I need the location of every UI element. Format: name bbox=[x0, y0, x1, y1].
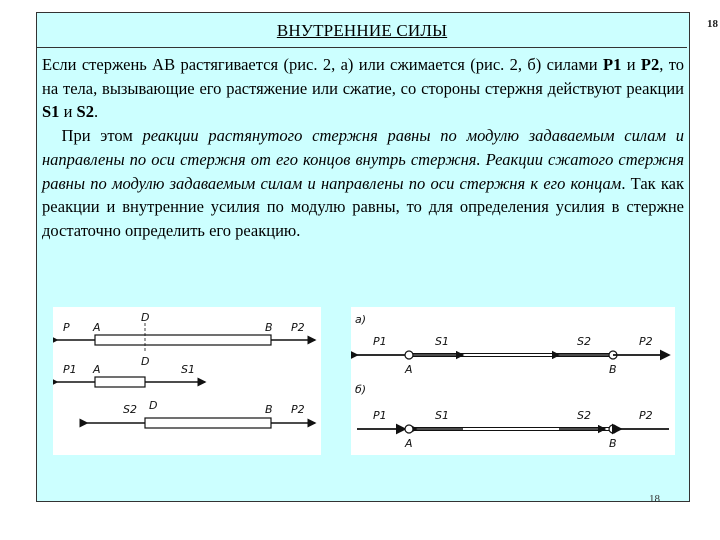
label-point-a: A bbox=[93, 321, 101, 334]
label-point-b: B bbox=[609, 437, 617, 450]
text-run: Если стержень АВ растягивается (рис. 2, а) или сжимается (рис. 2, б) силами bbox=[42, 55, 603, 74]
label-point-a: A bbox=[93, 363, 101, 376]
slide bbox=[36, 12, 690, 505]
rod-left-part bbox=[95, 377, 145, 387]
slide-title: ВНУТРЕННИЕ СИЛЫ bbox=[276, 21, 448, 40]
label-reaction-left: S1 bbox=[435, 409, 449, 422]
rod-right-part bbox=[145, 418, 271, 428]
case-compression bbox=[355, 383, 669, 450]
joint-a bbox=[405, 351, 413, 359]
text-run: , то на тела, вызывающие его растяжение или сжатие, со стороны стержня действуют реакции bbox=[42, 55, 685, 98]
label-reaction-left: S1 bbox=[435, 335, 449, 348]
paragraph-1 bbox=[42, 55, 684, 121]
figure-tension-compression-svg bbox=[351, 307, 675, 455]
text-run: . Так как реакции и внутренние усилия по модулю равны, то для определения усилия в стержне достаточно определить его реакцию. bbox=[42, 173, 684, 240]
label-point-a: A bbox=[405, 363, 413, 376]
figure-sections bbox=[53, 307, 321, 455]
label-section: D bbox=[149, 399, 158, 412]
figure-sections-svg bbox=[53, 307, 321, 455]
reaction-s2: S2 bbox=[76, 102, 94, 122]
label-reaction-right: S2 bbox=[577, 335, 591, 348]
label-point-b: B bbox=[265, 403, 273, 416]
label-right-force: P2 bbox=[639, 335, 653, 348]
label-point-a: A bbox=[405, 437, 413, 450]
label-case: а) bbox=[355, 313, 367, 326]
text-run: и bbox=[621, 55, 641, 74]
text-run: и bbox=[59, 102, 77, 122]
label-right-force: P2 bbox=[291, 403, 305, 416]
label-left-force: P1 bbox=[373, 409, 387, 422]
label-section: D bbox=[141, 355, 150, 368]
label-right-force: P2 bbox=[639, 409, 653, 422]
joint-a bbox=[405, 425, 413, 433]
body-text bbox=[42, 53, 684, 243]
title-bar bbox=[37, 13, 687, 48]
figure-tension-compression bbox=[351, 307, 675, 455]
reaction-s1: S1 bbox=[42, 102, 60, 122]
row-full-rod bbox=[57, 311, 315, 351]
text-run: . bbox=[93, 102, 99, 122]
paragraph-2 bbox=[42, 126, 684, 240]
force-p2: Р2 bbox=[640, 55, 660, 74]
text-run: При этом bbox=[61, 126, 143, 146]
label-reaction: S2 bbox=[123, 403, 137, 416]
row-right-part bbox=[87, 399, 315, 428]
label-reaction-right: S2 bbox=[577, 409, 591, 422]
label-right-force: P2 bbox=[291, 321, 305, 334]
label-left-force: P bbox=[63, 321, 70, 334]
label-left-force: P1 bbox=[373, 335, 387, 348]
label-reaction: S1 bbox=[181, 363, 195, 376]
label-point-b: B bbox=[265, 321, 273, 334]
label-left-force: P1 bbox=[63, 363, 77, 376]
slide-footer-number: 18 bbox=[649, 493, 660, 505]
label-case: б) bbox=[355, 383, 367, 396]
case-tension bbox=[355, 313, 669, 376]
label-section: D bbox=[141, 311, 150, 324]
joint-b bbox=[609, 425, 617, 433]
page-number: 18 bbox=[707, 18, 718, 30]
label-point-b: B bbox=[609, 363, 617, 376]
italic-definition: реакции растянутого стержня равны по модулю задаваемым силам и направлены по оси стержня от его концов внутрь стержня. Реакции сжатого стержня равны по модулю задаваемым силам и направлены по оси стержня к его концам bbox=[42, 126, 685, 193]
rod bbox=[95, 335, 271, 345]
force-p1: Р1 bbox=[603, 55, 622, 74]
row-left-part bbox=[57, 355, 205, 387]
